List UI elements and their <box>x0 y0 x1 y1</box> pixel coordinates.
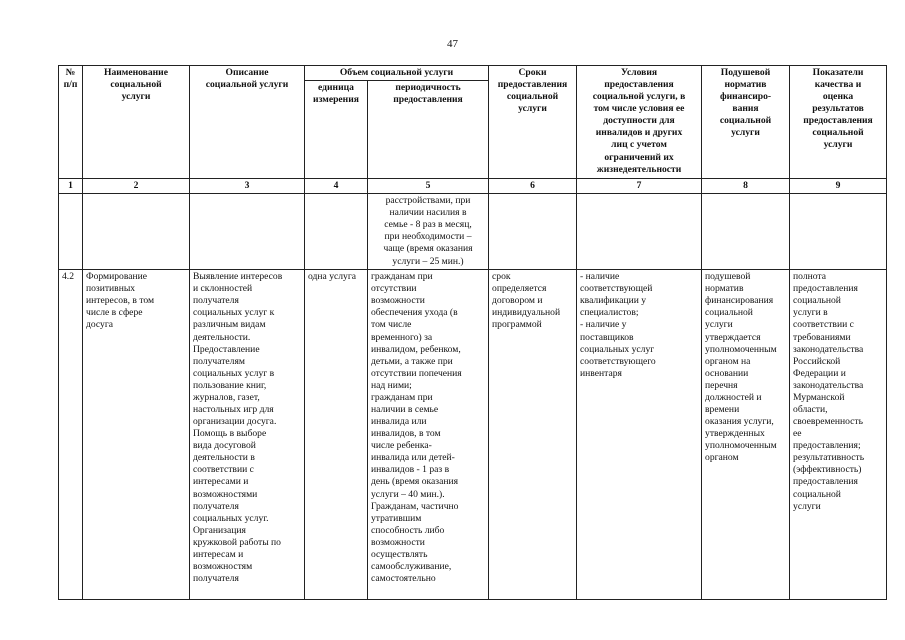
column-number: 7 <box>577 179 702 194</box>
column-number: 1 <box>59 179 83 194</box>
column-number: 8 <box>702 179 790 194</box>
cell-name: Формирование позитивных интересов, в том числе в сфере досуга <box>83 270 190 600</box>
cell-description <box>190 194 305 270</box>
table-row-4-2 <box>59 270 887 600</box>
column-number: 6 <box>489 179 577 194</box>
header-description: Описание социальной услуги <box>190 66 305 179</box>
column-number: 4 <box>305 179 368 194</box>
cell-periodicity: расстройствами, при наличии насилия в семье - 8 раз в месяц, при необходимости – чаще (время оказания услуги – 25 мин.) <box>368 194 489 270</box>
cell-quality <box>790 194 887 270</box>
header-terms: Сроки предоставления социальной услуги <box>489 66 577 179</box>
cell-periodicity: гражданам при отсутствии возможности обеспечения ухода (в том числе временного) за инвалидом, ребенком, детьми, а также при отсутствии попечения над ними; гражданам при наличии в семье инвалида или инвалидов, в том числе ребенка- инвалида или детей- инвалидов - 1 раз в день (время оказания услуги – 40 мин.). Гражданам, частично утратившим способность либо возможности осуществлять самообслуживание, самостоятельно <box>368 270 489 600</box>
cell-quality: полнота предоставления социальной услуги в соответствии с требованиями законодательства Российской Федерации и законодательства Мурманской области, своевременность ее предоставления; результативность (эффективность) предоставления социальной услуги <box>790 270 887 600</box>
header-quality: Показатели качества и оценка результатов предоставления социальной услуги <box>790 66 887 179</box>
column-number: 9 <box>790 179 887 194</box>
cell-description: Выявление интересов и склонностей получателя социальных услуг к различным видам деятельности. Предоставление получателям социальных услуг в пользование книг, журналов, газет, настольных игр для организации досуга. Помощь в выборе вида досуговой деятельности в соответствии с интересами и возможностями получателя социальных услуг. Организация кружковой работы по интересам и возможностям получателя <box>190 270 305 600</box>
header-volume-group: Объем социальной услуги <box>305 66 489 81</box>
cell-conditions: - наличие соответствующей квалификации у специалистов; - наличие у поставщиков социальных услуг соответствующего инвентаря <box>577 270 702 600</box>
header-name: Наименование социальной услуги <box>83 66 190 179</box>
column-number: 2 <box>83 179 190 194</box>
header-norm: Подушевой норматив финансиро- вания социальной услуги <box>702 66 790 179</box>
cell-num <box>59 194 83 270</box>
cell-name <box>83 194 190 270</box>
page-number: 47 <box>447 38 458 50</box>
table-row-continuation <box>59 194 887 270</box>
column-numbers-row <box>59 179 887 194</box>
header-conditions: Условия предоставления социальной услуги, в том числе условия ее доступности для инвалидов и других лиц с учетом ограничений их жизнедеятельности <box>577 66 702 179</box>
header-unit: единица измерения <box>305 81 368 179</box>
cell-unit: одна услуга <box>305 270 368 600</box>
header-periodicity: периодичность предоставления <box>368 81 489 179</box>
cell-terms <box>489 194 577 270</box>
cell-unit <box>305 194 368 270</box>
cell-norm: подушевой норматив финансирования социальной услуги утверждается уполномоченным органом на основании перечня должностей и времени оказания услуги, утвержденных уполномоченным органом <box>702 270 790 600</box>
cell-num: 4.2 <box>59 270 83 600</box>
cell-conditions <box>577 194 702 270</box>
header-row-1 <box>59 66 887 81</box>
services-table <box>58 65 887 600</box>
column-number: 3 <box>190 179 305 194</box>
cell-terms: срок определяется договором и индивидуальной программой <box>489 270 577 600</box>
column-number: 5 <box>368 179 489 194</box>
header-num: № п/п <box>59 66 83 179</box>
cell-norm <box>702 194 790 270</box>
